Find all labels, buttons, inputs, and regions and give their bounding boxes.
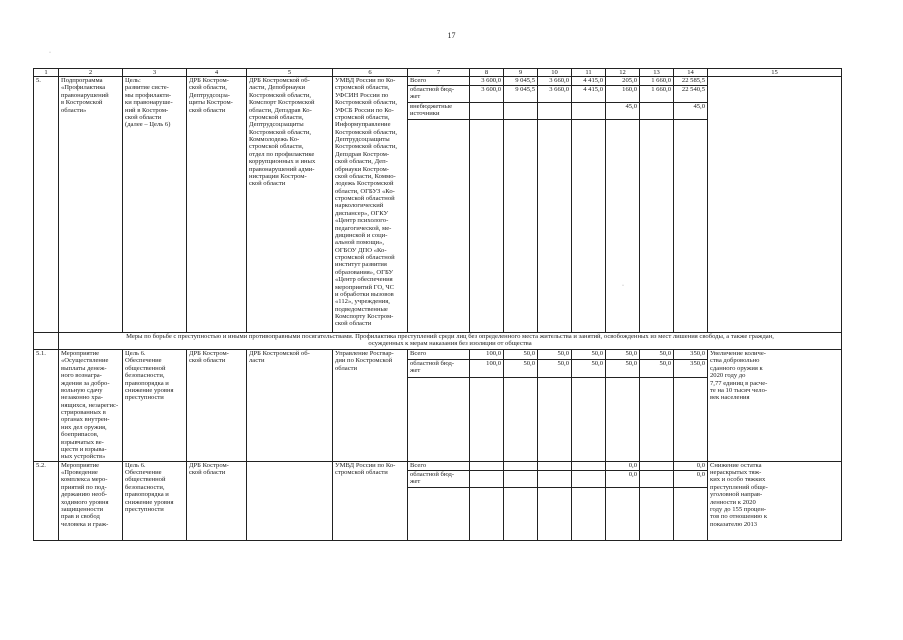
- participants-cell: УМВД России по Ко- стромской области: [333, 461, 408, 540]
- value-cell: 50,0: [606, 359, 640, 377]
- empty-cell: [504, 120, 538, 333]
- empty-cell: [572, 103, 606, 120]
- row-number: 5.: [34, 77, 59, 333]
- col-num: 10: [538, 69, 572, 77]
- source-extrabudget: внебюджетные источники: [408, 103, 470, 120]
- col-num: 1: [34, 69, 59, 77]
- empty-cell: [538, 487, 572, 540]
- empty-cell: [674, 377, 708, 461]
- value-cell: 205,0: [606, 77, 640, 86]
- section-banner-row: [34, 333, 842, 350]
- empty-cell: [504, 461, 538, 470]
- col-num: 5: [247, 69, 333, 77]
- value-cell: 50,0: [538, 350, 572, 360]
- empty-cell: [674, 120, 708, 333]
- measure-name: Мероприятие «Осуществление выплаты денеж- ного вознагра- ждения за добро- вольную сдачу незаконно хра- нящихся, незарегис- стрированных в органах внутрен- них дел оружия, боеприпасов, взрывчатых ве- ществ и взрыва- ных устройств»: [59, 350, 123, 462]
- value-cell: 50,0: [572, 359, 606, 377]
- value-cell: 3 660,0: [538, 86, 572, 103]
- value-cell: 45,0: [674, 103, 708, 120]
- empty-cell: [572, 461, 606, 470]
- empty-cell: [470, 461, 504, 470]
- empty-cell: [470, 487, 504, 540]
- value-cell: 50,0: [504, 359, 538, 377]
- source-total: Всего: [408, 461, 470, 470]
- value-cell: 22 585,5: [674, 77, 708, 86]
- value-cell: 0,0: [674, 470, 708, 487]
- value-cell: 9 045,5: [504, 77, 538, 86]
- responsible-cell: [247, 461, 333, 540]
- value-cell: 50,0: [572, 350, 606, 360]
- value-cell: 0,0: [606, 470, 640, 487]
- result-cell: Увеличение количе- ства добровольно сданного оружия к 2020 году до 7,77 единиц в расче- те на 10 тысяч чело- век населения: [708, 350, 842, 462]
- col-num: 6: [333, 69, 408, 77]
- col-num: 8: [470, 69, 504, 77]
- col-num: 4: [187, 69, 247, 77]
- empty-cell: [470, 103, 504, 120]
- empty-cell: [640, 103, 674, 120]
- empty-cell: [470, 470, 504, 487]
- empty-cell: [538, 103, 572, 120]
- empty-cell: [606, 377, 640, 461]
- value-cell: 45,0: [606, 103, 640, 120]
- source-budget: областной бюд- жет: [408, 86, 470, 103]
- empty-cell: [640, 461, 674, 470]
- empty-cell: [470, 120, 504, 333]
- empty-cell: [470, 377, 504, 461]
- value-cell: 3 600,0: [470, 77, 504, 86]
- responsible-cell: ДРБ Костромской об- ласти: [247, 350, 333, 462]
- value-cell: 0,0: [606, 461, 640, 470]
- empty-cell: [572, 120, 606, 333]
- goal-cell: Цель 6. Обеспечение общественной безопасности, правопорядка и снижение уровня преступности: [123, 350, 187, 462]
- goal-cell: Цель 6. Обеспечение общественной безопасности, правопорядка и снижение уровня преступности: [123, 461, 187, 540]
- empty-cell: [640, 120, 674, 333]
- empty-cell: [538, 470, 572, 487]
- goal-cell: Цель: развитие систе- мы профилакти- ки правонаруше- ний в Костром- ской области (далее – Цель 6): [123, 77, 187, 333]
- value-cell: 50,0: [504, 350, 538, 360]
- value-cell: 1 660,0: [640, 77, 674, 86]
- empty-cell: [504, 487, 538, 540]
- scan-speck: ·: [622, 283, 624, 289]
- value-cell: 100,0: [470, 359, 504, 377]
- empty-cell: [538, 120, 572, 333]
- row-number: 5.2.: [34, 461, 59, 540]
- value-cell: 9 045,5: [504, 86, 538, 103]
- col-num: 3: [123, 69, 187, 77]
- empty-cell: [640, 487, 674, 540]
- empty-cell: [674, 487, 708, 540]
- value-cell: 4 415,0: [572, 86, 606, 103]
- empty-cell: [408, 120, 470, 333]
- participants-cell: Управление Росгвар- дии по Костромской области: [333, 350, 408, 462]
- empty-cell: [640, 377, 674, 461]
- coexecutor-cell: ДРБ Костром- ской области: [187, 461, 247, 540]
- page-number: 17: [447, 31, 456, 40]
- empty-cell: [408, 377, 470, 461]
- value-cell: 3 600,0: [470, 86, 504, 103]
- result-cell: [708, 77, 842, 333]
- empty-cell: [572, 377, 606, 461]
- coexecutor-cell: ДРБ Костром- ской области, Дептрудсоцза- щиты Костром- ской области: [187, 77, 247, 333]
- empty-cell: [504, 103, 538, 120]
- col-num: 12: [606, 69, 640, 77]
- empty-cell: [572, 487, 606, 540]
- value-cell: 50,0: [538, 359, 572, 377]
- value-cell: 4 415,0: [572, 77, 606, 86]
- source-total: Всего: [408, 77, 470, 86]
- source-budget: областной бюд- жет: [408, 470, 470, 487]
- empty-cell: [606, 487, 640, 540]
- subprogram-name: Подпрограмма «Профилактика правонарушений в Костромской области»: [59, 77, 123, 333]
- col-num: 2: [59, 69, 123, 77]
- empty-cell: [408, 487, 470, 540]
- program-table: [33, 68, 842, 541]
- col-num: 14: [674, 69, 708, 77]
- coexecutor-cell: ДРБ Костром- ской области: [187, 350, 247, 462]
- value-cell: 22 540,5: [674, 86, 708, 103]
- value-cell: 100,0: [470, 350, 504, 360]
- table-row: [34, 461, 842, 470]
- source-total: Всего: [408, 350, 470, 360]
- section-banner: Меры по борьбе с преступностью и иными противоправными посягательствами. Профилактика преступлений среди лиц без определенного места жительства и занятий, освобожденных из мест лишения свободы, а также граждан, осужденных к мерам наказания без изоляции от общества: [59, 333, 842, 350]
- value-cell: 1 660,0: [640, 86, 674, 103]
- value-cell: 160,0: [606, 86, 640, 103]
- table-row: [34, 77, 842, 86]
- value-cell: 3 660,0: [538, 77, 572, 86]
- source-budget: областной бюд- жет: [408, 359, 470, 377]
- empty-cell: [572, 470, 606, 487]
- column-number-row: [34, 69, 842, 77]
- value-cell: 350,0: [674, 350, 708, 360]
- measure-name: Мероприятие «Проведение комплекса меро- приятий по под- держанию необ- ходимого уровня защищенности прав и свобод человека и граж-: [59, 461, 123, 540]
- value-cell: 50,0: [640, 359, 674, 377]
- row-number: 5.1.: [34, 350, 59, 462]
- empty-cell: [504, 377, 538, 461]
- responsible-cell: ДРБ Костромской об- ласти, Депобрнауки Костромской области, Комспорт Костромской области, Депздрав Ко- стромской области, Дептрудсоцзащиты Костромской области, Коммолодежь Ко- стромской области, отдел по профилактике коррупционных и иных правонарушений адми- нистрации Костром- ской области: [247, 77, 333, 333]
- value-cell: 350,0: [674, 359, 708, 377]
- empty-cell: [34, 333, 59, 350]
- value-cell: 50,0: [606, 350, 640, 360]
- result-cell: Снижение остатка нераскрытых тяж- ких и особо тяжких преступлений обще- уголовной направ- ленности к 2020 году до 155 процен- тов по отношению к показателю 2013: [708, 461, 842, 540]
- col-num: 9: [504, 69, 538, 77]
- participants-cell: УМВД России по Ко- стромской области, УФСИН России по Костромской области, УФСБ России по Ко- стромской области, Информуправление Костромской области, Дептрудсоцзащиты Костромской области, Депздрав Костром- ской области, Деп- обрнауки Костром- ской области, Коммо- лодежь Костромской области, ОГБУЗ «Ко- стромской областной наркологический диспансер», ОГКУ «Центр психолого- педагогической, ме- дицинской и соци- альной помощи», ОГБОУ ДПО «Ко- стромской областной институт развития образования», ОГБУ «Центр обеспечения мероприятий ГО, ЧС и обработки вызовов «112», учреждения, подведомственные Комспорту Костром- ской области: [333, 77, 408, 333]
- col-num: 7: [408, 69, 470, 77]
- table-row: [34, 350, 842, 360]
- col-num: 15: [708, 69, 842, 77]
- empty-cell: [504, 470, 538, 487]
- col-num: 13: [640, 69, 674, 77]
- value-cell: 50,0: [640, 350, 674, 360]
- empty-cell: [640, 470, 674, 487]
- empty-cell: [538, 461, 572, 470]
- value-cell: 0,0: [674, 461, 708, 470]
- empty-cell: [538, 377, 572, 461]
- scan-speck: ·: [49, 50, 51, 56]
- empty-cell: [606, 120, 640, 333]
- col-num: 11: [572, 69, 606, 77]
